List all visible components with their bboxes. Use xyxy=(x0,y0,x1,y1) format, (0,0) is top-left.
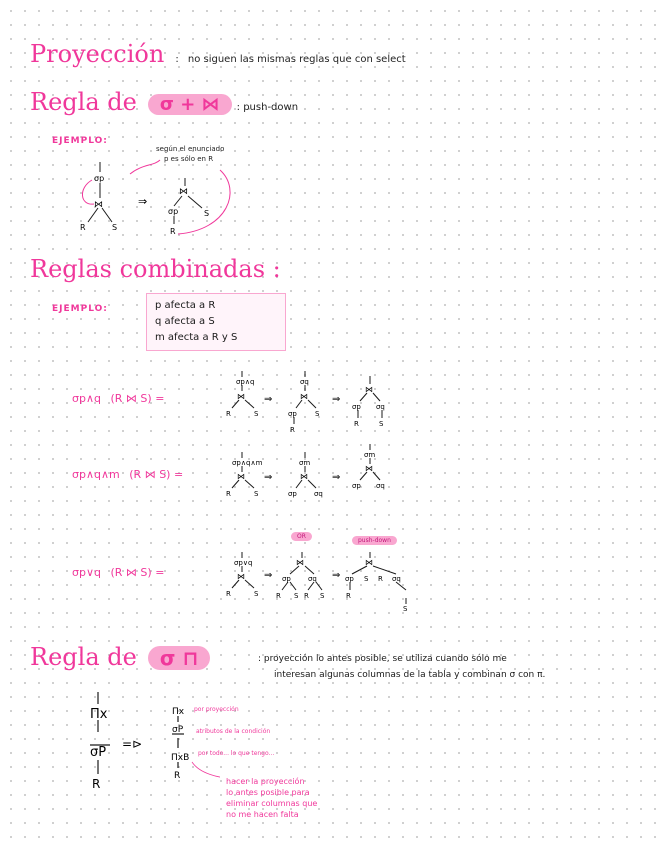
rule2-heading: Reglas combinadas : xyxy=(30,255,281,283)
rule2-eq2-expr: (R ⋈ S) = xyxy=(129,468,184,481)
rule2-eq3-label: σp∨q xyxy=(72,566,101,579)
rule3-note-2: interesan algunas columnas de la tabla y combinan σ con π. xyxy=(274,670,546,680)
rule2-eq2 xyxy=(72,468,183,481)
r3-bottom-note-1: hacer la proyección xyxy=(226,777,305,786)
t3b-R1: R xyxy=(276,592,281,600)
rule2-eq1-trees xyxy=(220,366,410,436)
r3-left-R: R xyxy=(92,777,101,791)
t1b-S: S xyxy=(315,410,320,418)
t1b-sig: σq xyxy=(300,378,309,386)
t1c-sq: σq xyxy=(376,403,385,411)
projection-heading: Proyección xyxy=(30,40,165,68)
t2c-sq: σq xyxy=(376,482,385,490)
rule2-box xyxy=(146,293,286,351)
projection-colon: : xyxy=(175,54,179,65)
rule2-header xyxy=(30,255,281,283)
rule3-highlight: σ ⊓ xyxy=(148,646,210,670)
rule2-eq1 xyxy=(72,392,164,405)
t2c-join: ⋈ xyxy=(365,464,373,473)
t3-arrow2: ⇒ xyxy=(332,570,341,581)
r3-side-2: atributos de la condición xyxy=(196,728,271,735)
r1-right-sigma: σp xyxy=(168,207,179,216)
t3a-sig: σp∨q xyxy=(234,559,253,567)
rule1-annotation-2: p es sólo en R xyxy=(164,155,214,163)
rule2-eq3 xyxy=(72,566,164,579)
rule2-box-line-3: m afecta a R y S xyxy=(155,332,238,343)
t1-arrow2: ⇒ xyxy=(332,394,341,405)
t2a-sig: σp∧q∧m xyxy=(232,459,263,467)
r1-right-S: S xyxy=(204,209,210,218)
t2a-R: R xyxy=(226,490,231,498)
rule1-heading: Regla de xyxy=(30,88,137,116)
t2b-join: ⋈ xyxy=(300,472,308,481)
t3c-R2: R xyxy=(346,592,351,600)
t2c-sig: σm xyxy=(364,451,376,459)
t3b-R2: R xyxy=(304,592,309,600)
r3-right-pi: Πx xyxy=(172,707,185,717)
r1-left-sigma: σp xyxy=(94,174,105,183)
t3b-join: ⋈ xyxy=(296,558,304,567)
t3c-S: S xyxy=(364,575,369,583)
t3c-R: R xyxy=(378,575,383,583)
t2b-sq: σq xyxy=(314,490,323,498)
t1b-sp: σp xyxy=(288,410,297,418)
r1-right-R: R xyxy=(170,227,176,236)
rule1-trees xyxy=(70,150,250,240)
rule3-note-1: : proyección lo antes posible, se utiliza cuando sólo me xyxy=(258,654,507,664)
t1a-R: R xyxy=(226,410,231,418)
t1a-S: S xyxy=(254,410,259,418)
tag-push-down: push-down xyxy=(352,536,397,545)
t3a-S: S xyxy=(254,590,259,598)
rule2-eq1-label: σp∧q xyxy=(72,392,101,405)
rule2-box-line-1: p afecta a R xyxy=(155,300,216,311)
t3b-S1: S xyxy=(294,592,299,600)
r1-left-join: ⋈ xyxy=(94,200,103,210)
t1b-R: R xyxy=(290,426,295,434)
r3-bottom-note xyxy=(226,776,317,820)
rule3-header xyxy=(30,643,210,671)
t1c-R: R xyxy=(354,420,359,428)
r3-bottom-note-4: no me hacen falta xyxy=(226,810,299,819)
r3-left-pi: Πx xyxy=(90,707,108,722)
rule2-eq3-trees xyxy=(220,548,420,612)
t2b-sig: σm xyxy=(299,459,311,467)
r3-side-3: por todo... lo que tengo... xyxy=(198,750,275,757)
t3c-join: ⋈ xyxy=(365,558,373,567)
r3-right-R: R xyxy=(174,771,181,781)
rule2-eq3-expr: (R ⋈ S) = xyxy=(110,566,165,579)
t1a-join: ⋈ xyxy=(237,392,245,401)
t3a-R: R xyxy=(226,590,231,598)
rule1-note: : push-down xyxy=(236,102,299,113)
r3-right-pi2: ΠxB xyxy=(171,753,190,763)
tag-or: OR xyxy=(291,532,312,541)
rule2-eq1-expr: (R ⋈ S) = xyxy=(110,392,165,405)
t2c-sp: σp xyxy=(352,482,361,490)
rule1-highlight: σ + ⋈ xyxy=(148,94,232,115)
t3b-S2: S xyxy=(320,592,325,600)
rule1-example-label: EJEMPLO: xyxy=(52,136,108,146)
t3c-S2: S xyxy=(403,605,408,612)
t2a-join: ⋈ xyxy=(237,472,245,481)
t3c-sp: σp xyxy=(345,575,354,583)
r3-arrow: =⊳ xyxy=(122,737,143,751)
t1c-S: S xyxy=(379,420,384,428)
t1-arrow1: ⇒ xyxy=(264,394,273,405)
projection-note: no siguen las mismas reglas que con select xyxy=(187,54,406,65)
r1-right-join: ⋈ xyxy=(179,187,188,197)
r3-bottom-note-2: lo antes posible para xyxy=(226,788,310,797)
r1-arrow: ⇒ xyxy=(138,195,148,208)
t1b-join: ⋈ xyxy=(300,392,308,401)
rule3-heading: Regla de xyxy=(30,643,137,671)
rule1-header xyxy=(30,88,298,116)
t2a-S: S xyxy=(254,490,259,498)
r3-left-sigma: σP xyxy=(90,745,107,760)
projection-section xyxy=(30,40,406,68)
r3-side-1: por proyección xyxy=(194,706,239,713)
rule2-eq2-trees xyxy=(220,444,410,510)
t3-arrow1: ⇒ xyxy=(264,570,273,581)
r3-right-sigma: σP xyxy=(172,725,184,735)
t1c-sp: σp xyxy=(352,403,361,411)
r1-left-R: R xyxy=(80,223,86,232)
r1-left-S: S xyxy=(112,223,118,232)
rule2-example-label: EJEMPLO: xyxy=(52,304,108,314)
t3a-join: ⋈ xyxy=(237,572,245,581)
rule2-box-line-2: q afecta a S xyxy=(155,316,215,327)
r3-bottom-note-3: eliminar columnas que xyxy=(226,799,318,808)
t1a-sig: σp∧q xyxy=(236,378,255,386)
t2-arrow2: ⇒ xyxy=(332,472,341,483)
t3b-sp: σp xyxy=(282,575,291,583)
t2b-sp: σp xyxy=(288,490,297,498)
t3c-sq: σq xyxy=(392,575,401,583)
t1c-join: ⋈ xyxy=(365,385,373,394)
t3b-sq: σq xyxy=(308,575,317,583)
rule1-annotation-1: según el enunciado xyxy=(156,145,225,153)
rule2-eq2-label: σp∧q∧m xyxy=(72,468,120,481)
t2-arrow1: ⇒ xyxy=(264,472,273,483)
